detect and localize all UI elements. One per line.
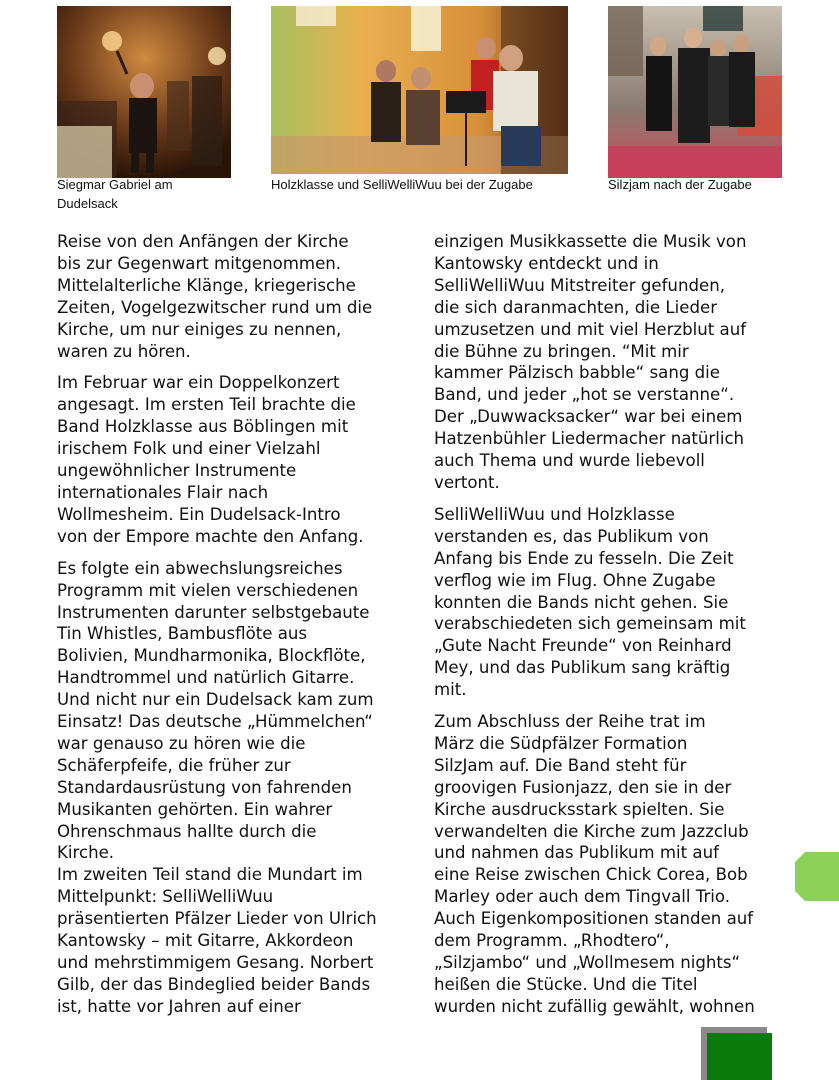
paragraph: Im Februar war ein Doppelkonzert angesagt. Im ersten Teil brachte die Band Holzklasse aus Böblingen mit irischem Folk und einer Vielzahl ungewöhnlicher Instrumente internationales Flair nach Wollmesheim. Ein Dudelsack-Intro von der Empore machte den Anfang.: [57, 373, 364, 546]
photo-caption-bagpiper: Siegmar Gabriel am Dudelsack: [57, 177, 173, 211]
photo-caption-band-encore: Holzklasse und SelliWelliWuu bei der Zugabe: [271, 177, 533, 192]
photo-band-encore: [271, 6, 568, 174]
paragraph: einzigen Musikkassette die Musik von Kantowsky entdeckt und in SelliWelliWuu Mitstreiter gefunden, die sich daranmachten, die Lieder umzusetzen und mit viel Herzblut auf die Bühne zu bringen. “Mit mir kammer Pälzisch babble“ sang die Band, und jeder „hot se verstanne“. Der „Duwwacksacker“ war bei einem Hatzenbühler Liedermacher natürlich auch Thema und wurde liebevoll vertont.: [434, 232, 747, 492]
article-right-column: [434, 231, 794, 1018]
paragraph: Zum Abschluss der Reihe trat im März die Südpfälzer Formation SilzJam auf. Die Band steht für groovigen Fusionjazz, den sie in der Kirche ausdrucksstark spielten. Sie verwandelten die Kirche zum Jazzclub und nahmen das Publikum mit auf eine Reise zwischen Chick Corea, Bob Marley oder auch dem Tingvall Trio. Auch Eigenkompositionen standen auf dem Programm. „Rhodtero“, „Silzjambo“ und „Wollmesem nights“ heißen die Stücke. Und die Titel wurden nicht zufällig gewählt, wohnen: [434, 712, 755, 1016]
paragraph: Es folgte ein abwechslungsreiches Programm mit vielen verschiedenen Instrumenten darunter selbstgebaute Tin Whistles, Bambusflöte aus Bolivien, Mundharmonika, Blockflöte, Handtrommel und natürlich Gitarre. Und nicht nur ein Dudelsack kam zum Einsatz! Das deutsche „Hümmelchen“ war genauso zu hören wie die Schäferpfeife, die früher zur Standardausrüstung von fahrenden Musikanten gehörten. Ein wahrer Ohrenschmaus hallte durch die Kirche.: [57, 558, 374, 863]
article-left-column: [57, 231, 417, 1018]
paragraph: SelliWelliWuu und Holzklasse verstanden es, das Publikum von Anfang bis Ende zu fesseln. Die Zeit verflog wie im Flug. Ohne Zugabe konnten die Bands nicht gehen. Sie verabschiedeten sich gemeinsam mit „Gute Nacht Freunde“ von Reinhard Mey, und das Publikum sang kräftig mit.: [434, 504, 746, 700]
photo-caption-silzjam: Silzjam nach der Zugabe: [608, 177, 752, 192]
side-tab-marker: [795, 852, 839, 901]
photo-bagpiper: [57, 6, 231, 178]
photo-silzjam: [608, 6, 782, 178]
paragraph: Reise von den Anfängen der Kirche bis zur Gegenwart mitgenommen. Mittelalterliche Klänge, kriegerische Zeiten, Vogelgezwitscher rund um die Kirche, um nur einiges zu nennen, waren zu hören.: [57, 232, 373, 361]
paragraph: Im zweiten Teil stand die Mundart im Mittelpunkt: SelliWelliWuu präsentierten Pfälzer Lieder von Ulrich Kantowsky – mit Gitarre, Akkordeon und mehrstimmigem Gesang. Norbert Gilb, der das Bindeglied beider Bands ist, hatte vor Jahren auf einer: [57, 865, 377, 1016]
page-corner-box: [707, 1033, 772, 1080]
